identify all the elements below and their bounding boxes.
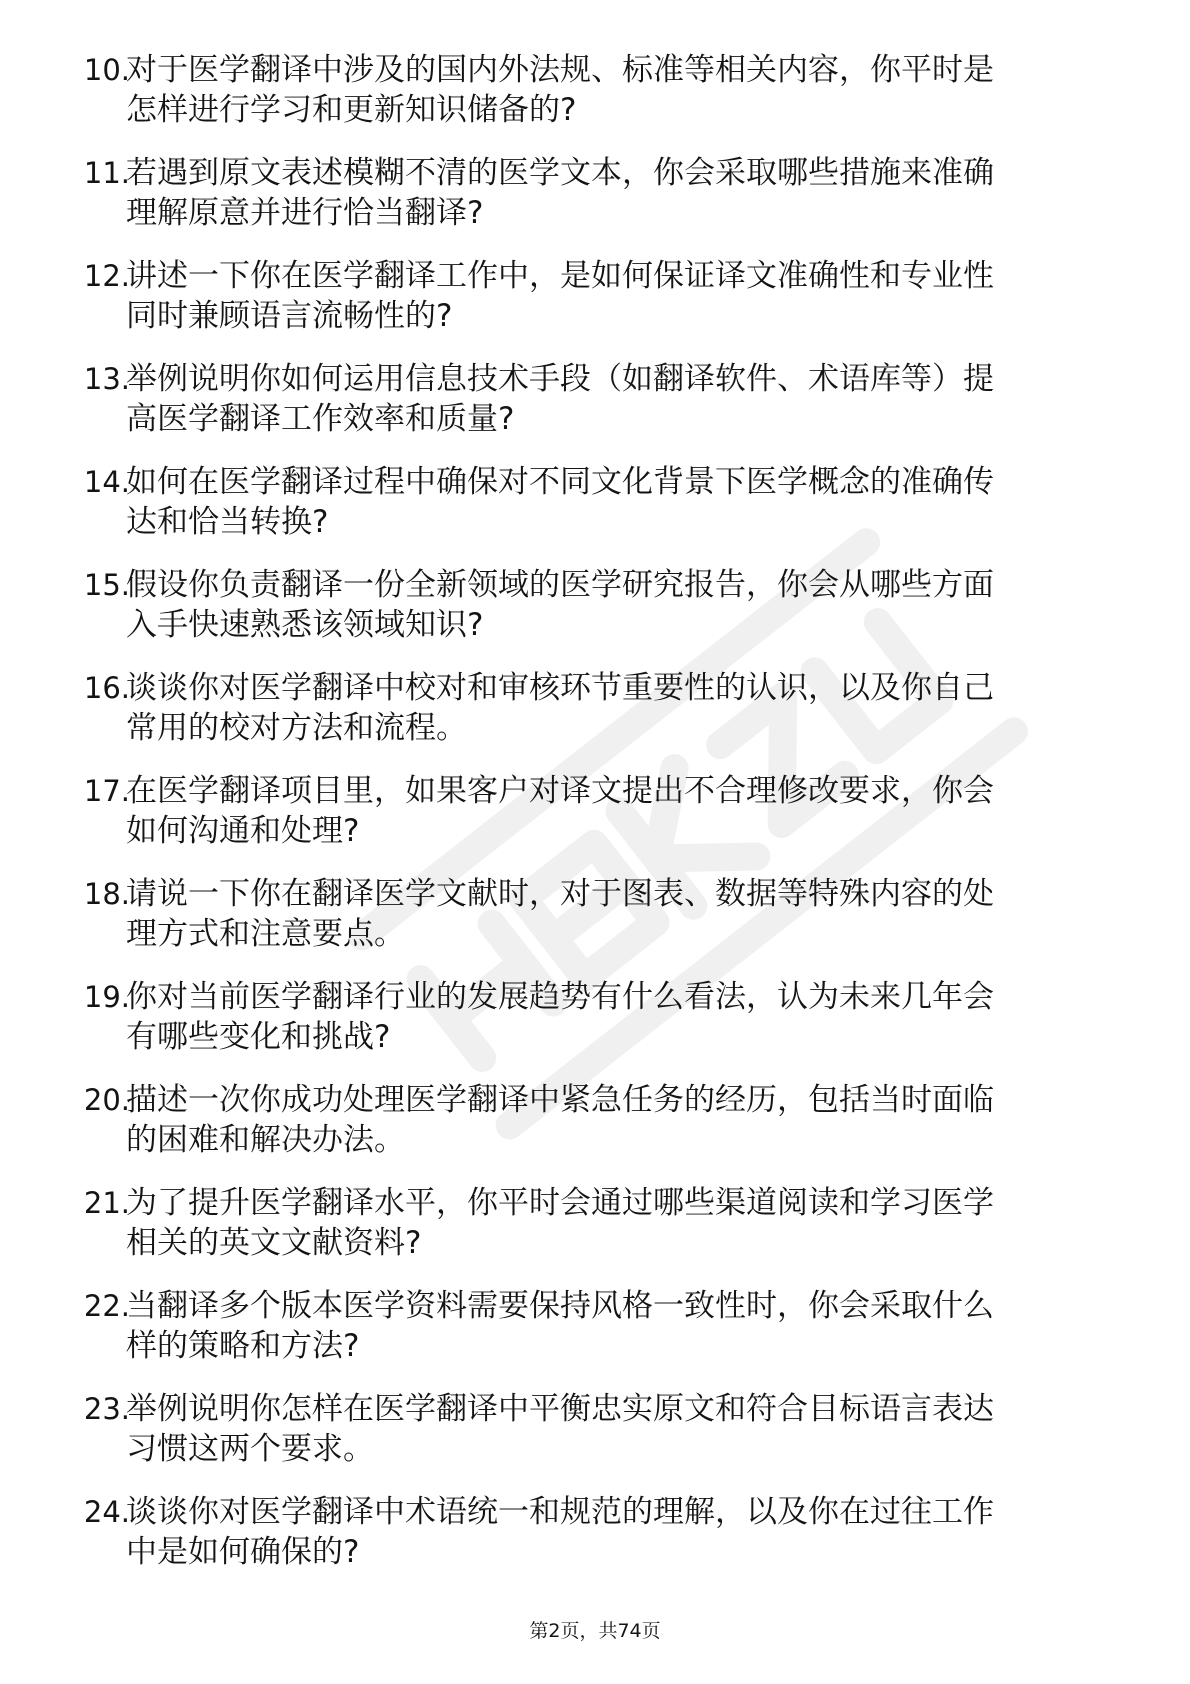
question-text: [126, 50, 1136, 130]
question-number: 17.: [83, 774, 130, 808]
question-line: 对于医学翻译中涉及的国内外法规、标准等相关内容，你平时是: [126, 52, 994, 88]
question-number: 14.: [83, 465, 130, 499]
question-item: [0, 771, 1190, 874]
question-line: 谈谈你对医学翻译中校对和审核环节重要性的认识，以及你自己: [126, 670, 994, 706]
question-line: 样的策略和方法?: [126, 1328, 360, 1364]
question-line: 如何沟通和处理?: [126, 813, 360, 849]
question-line: 请说一下你在翻译医学文献时，对于图表、数据等特殊内容的处: [126, 876, 994, 912]
question-text: [126, 1492, 1136, 1572]
question-text: [126, 153, 1136, 233]
question-line: 谈谈你对医学翻译中术语统一和规范的理解，以及你在过往工作: [126, 1494, 994, 1530]
question-text: [126, 565, 1136, 645]
question-number: 19.: [83, 980, 130, 1014]
question-number: 21.: [83, 1186, 130, 1220]
question-line: 讲述一下你在医学翻译工作中，是如何保证译文准确性和专业性: [126, 258, 994, 294]
question-text: [126, 1080, 1136, 1160]
question-line: 常用的校对方法和流程。: [126, 710, 467, 746]
question-text: [126, 977, 1136, 1057]
question-item: [0, 256, 1190, 359]
question-number: 22.: [83, 1289, 130, 1323]
question-line: 描述一次你成功处理医学翻译中紧急任务的经历，包括当时面临: [126, 1082, 994, 1118]
question-item: [0, 977, 1190, 1080]
question-text: [126, 668, 1136, 748]
question-line: 举例说明你如何运用信息技术手段（如翻译软件、术语库等）提: [126, 361, 994, 397]
question-item: [0, 1492, 1190, 1595]
question-line: 同时兼顾语言流畅性的?: [126, 298, 453, 334]
question-number: 23.: [83, 1392, 130, 1426]
question-number: 12.: [83, 259, 130, 293]
question-line: 为了提升医学翻译水平，你平时会通过哪些渠道阅读和学习医学: [126, 1185, 994, 1221]
question-text: [126, 771, 1136, 851]
question-line: 假设你负责翻译一份全新领域的医学研究报告，你会从哪些方面: [126, 567, 994, 603]
question-number: 15.: [83, 568, 130, 602]
question-line: 理方式和注意要点。: [126, 916, 405, 952]
question-text: [126, 1183, 1136, 1263]
question-line: 如何在医学翻译过程中确保对不同文化背景下医学概念的准确传: [126, 464, 994, 500]
question-item: [0, 153, 1190, 256]
question-line: 高医学翻译工作效率和质量?: [126, 401, 515, 437]
question-list: [0, 50, 1190, 1595]
question-line: 理解原意并进行恰当翻译?: [126, 195, 484, 231]
question-number: 16.: [83, 671, 130, 705]
question-item: [0, 1080, 1190, 1183]
question-line: 的困难和解决办法。: [126, 1122, 405, 1158]
question-line: 习惯这两个要求。: [126, 1431, 374, 1467]
page-number-footer: 第2页，共74页: [529, 1620, 661, 1642]
question-item: [0, 668, 1190, 771]
question-item: [0, 359, 1190, 462]
question-line: 你对当前医学翻译行业的发展趋势有什么看法，认为未来几年会: [126, 979, 994, 1015]
question-text: [126, 256, 1136, 336]
question-number: 11.: [83, 156, 130, 190]
question-number: 10.: [83, 53, 130, 87]
question-line: 中是如何确保的?: [126, 1534, 360, 1570]
question-line: 当翻译多个版本医学资料需要保持风格一致性时，你会采取什么: [126, 1288, 994, 1324]
question-line: 举例说明你怎样在医学翻译中平衡忠实原文和符合目标语言表达: [126, 1391, 994, 1427]
question-line: 在医学翻译项目里，如果客户对译文提出不合理修改要求，你会: [126, 773, 994, 809]
question-line: 怎样进行学习和更新知识储备的?: [126, 92, 577, 128]
question-line: 达和恰当转换?: [126, 504, 329, 540]
question-item: [0, 874, 1190, 977]
question-item: [0, 462, 1190, 565]
question-number: 18.: [83, 877, 130, 911]
question-line: 相关的英文文献资料?: [126, 1225, 422, 1261]
question-item: [0, 50, 1190, 153]
question-line: 有哪些变化和挑战?: [126, 1019, 391, 1055]
question-line: 若遇到原文表述模糊不清的医学文本，你会采取哪些措施来准确: [126, 155, 994, 191]
question-number: 24.: [83, 1495, 130, 1529]
question-item: [0, 1286, 1190, 1389]
question-item: [0, 565, 1190, 668]
question-text: [126, 359, 1136, 439]
question-text: [126, 462, 1136, 542]
question-item: [0, 1389, 1190, 1492]
question-text: [126, 874, 1136, 954]
question-text: [126, 1286, 1136, 1366]
question-number: 13.: [83, 362, 130, 396]
question-text: [126, 1389, 1136, 1469]
question-line: 入手快速熟悉该领域知识?: [126, 607, 484, 643]
question-item: [0, 1183, 1190, 1286]
question-number: 20.: [83, 1083, 130, 1117]
